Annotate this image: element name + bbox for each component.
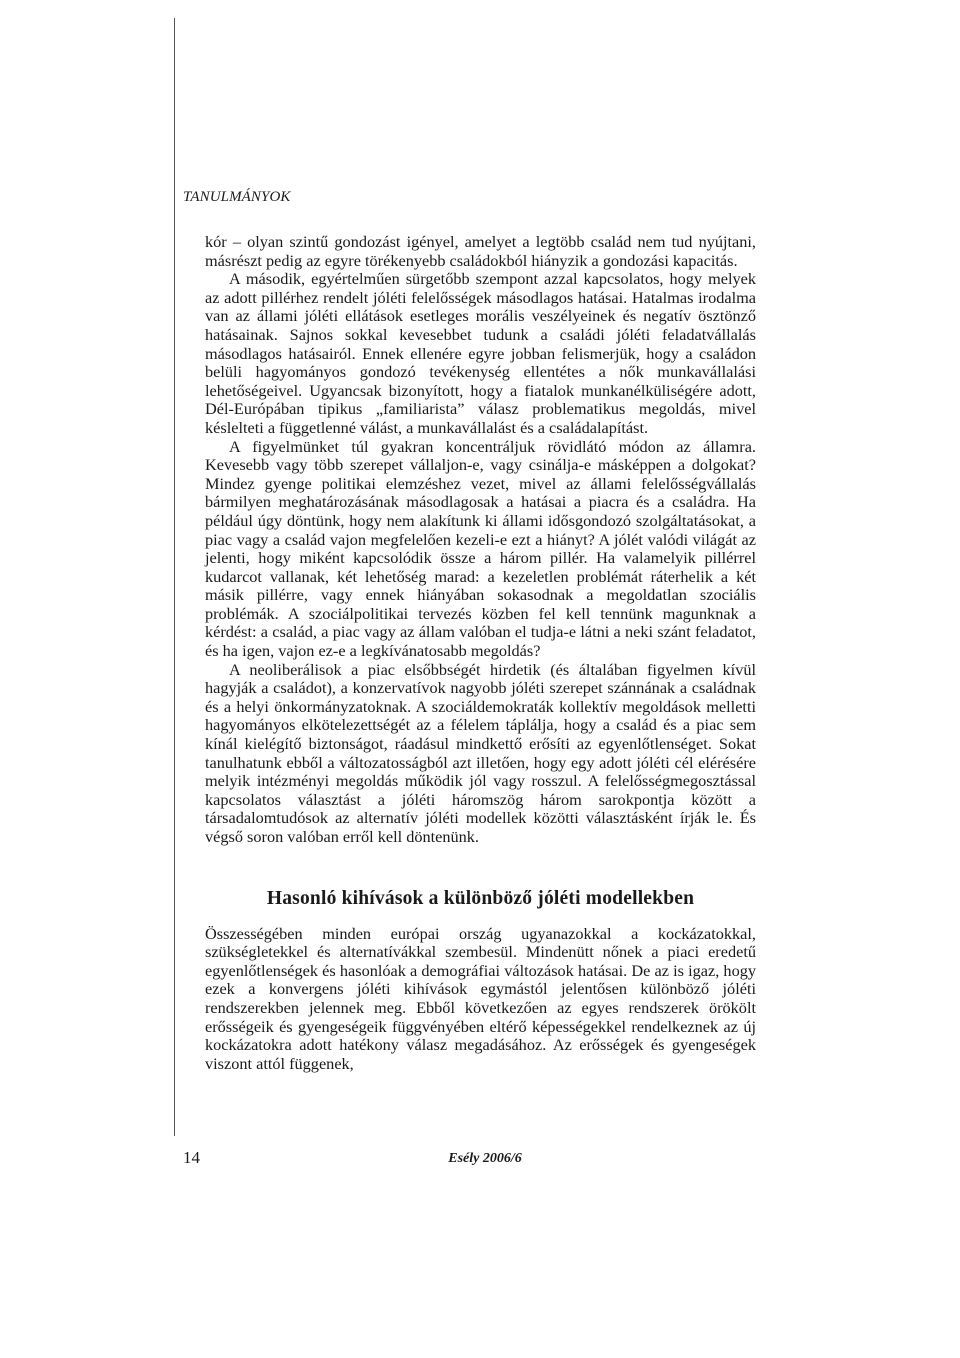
paragraph-1: kór – olyan szintű gondozást igényel, amelyet a legtöbb család nem tud nyújtani, másrészt pedig az egyre törékenyebb családokból hiányzik a gondozási kapacitás. [205, 232, 756, 270]
paragraph-2: A második, egyértelműen sürgetőbb szempont azzal kapcsolatos, hogy melyek az adott pillérhez rendelt jóléti felelősségek másodlagos hatásai. Hatalmas irodalma van az állami jóléti ellátások esetleges morális veszélyeinek és negatív ösztönző hatásainak. Sajnos sokkal kevesebbet tudunk a családi jóléti feladatvállalás másodlagos hatásairól. Ennek ellenére egyre jobban felismerjük, hogy a családon belüli hagyományos gondozó tevékenység ellentétes a nők munkavállalási lehetőségeivel. Ugyancsak bizonyított, hogy a fiatalok munkanélküliségére adott, Dél-Európában tipikus „familiarista” válasz problematikus megoldás, mivel késlelteti a függetlenné válást, a munkavállalást és a családalapítást. [205, 269, 756, 437]
section-paragraph: Összességében minden európai ország ugyanazokkal a kockázatokkal, szükségletekkel és alternatívákkal szembesül. Mindenütt nőnek a piaci eredetű egyenlőtlenségek és hasonlóak a demográfiai változások hatásai. De az is igaz, hogy ezek a konvergens jóléti kihívások egymástól jelentősen különböző jóléti rendszerekben jelennek meg. Ebből következően az egyes rendszerek örökölt erősségeik és gyengeségeik függvényében eltérő képességekkel rendelkeznek az új kockázatokra adott hatékony válasz megadásához. Az erősségek és gyengeségek viszont attól függenek, [205, 923, 756, 1073]
page-number: 14 [183, 1148, 200, 1167]
section-heading: Hasonló kihívások a különböző jóléti modellekben [266, 887, 695, 909]
running-head: TANULMÁNYOK [183, 189, 291, 205]
paragraph-4: A neoliberálisok a piac elsőbbségét hirdetik (és általában figyelmen kívül hagyják a családot), a konzervatívok nagyobb jóléti szerepet szánnának a családnak és a helyi önkormányzatoknak. A szociáldemokraták kollektív megoldások melletti hagyományos elkötelezettségét az a félelem táplálja, hogy a család és a piac sem kínál kielégítő biztonságot, ráadásul mindkettő erősíti az egyenlőtlenséget. Sokat tanulhatunk ebből a változatosságból azt illetően, hogy egy adott jóléti cél elérésére melyik intézményi megoldás működik jól vagy rosszul. A felelősségmegosztással kapcsolatos választást a jóléti háromszög három sarokpontja között a társadalomtudósok az alternatív jóléti modellek közötti választásként írják le. És végső soron valóban erről kell döntenünk. [205, 659, 756, 846]
margin-rule [174, 18, 175, 1136]
text-column [205, 233, 756, 1073]
journal-footer: Esély 2006/6 [448, 1151, 522, 1166]
paragraph-3: A figyelmünket túl gyakran koncentráljuk rövidlátó módon az államra. Kevesebb vagy több szerepet vállaljon-e, vagy csinálja-e másképpen a dolgokat? Mindez gyenge politikai elemzéshez vezet, mivel az állami felelősségvállalás bármilyen meghatározásának másodlagosak a hatásai a piacra és a családra. Ha például úgy döntünk, hogy nem alakítunk ki állami idősgondozó szolgáltatásokat, a piac vagy a család vajon megfelelően kezeli-e ezt a hiányt? A jólét valódi világát az jelenti, hogy miként kapcsolódik össze a három pillér. Ha valamelyik pillérrel kudarcot vallanak, két lehetőség marad: a kezeletlen problémát ráterhelik a két másik pillérre, vagy ennek hiányában sokasodnak a megoldatlan szociális problémák. A szociálpolitikai tervezés közben fel kell tennünk magunknak a kérdést: a család, a piac vagy az állam valóban el tudja-e látni a neki szánt feladatot, és ha igen, vajon ez-e a legkívánatosabb megoldás? [205, 436, 756, 661]
